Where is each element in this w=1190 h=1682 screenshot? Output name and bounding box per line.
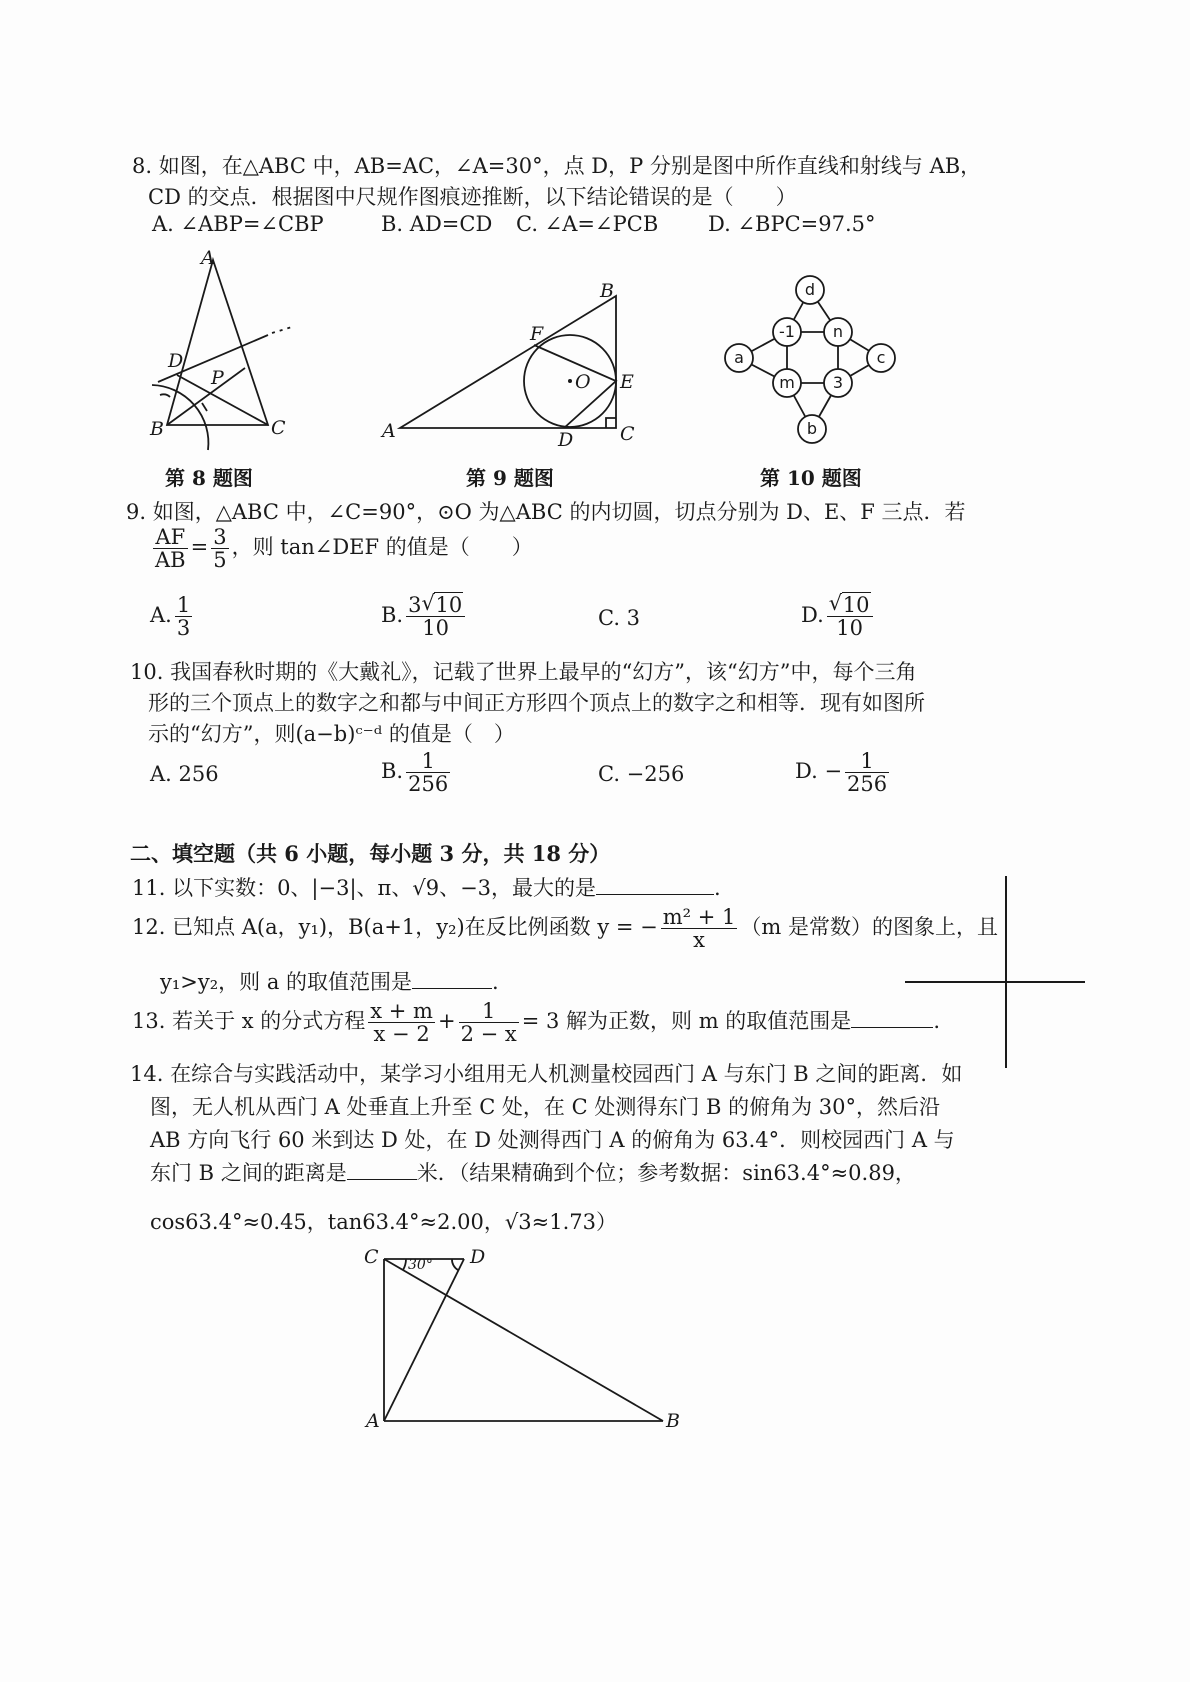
figure-10 (715, 270, 905, 450)
q9-option-d: D. √ $\frac{10}{10}$ (801, 594, 876, 639)
fig14-label-c: C (364, 1246, 379, 1268)
margin-vertical-line (1005, 876, 1007, 1068)
q8-option-b: B. AD=CD (381, 212, 493, 236)
fig10-text-minus-one: -1 (779, 322, 795, 341)
q13-answer-blank[interactable] (851, 1007, 933, 1028)
q9-ratio-af-ab: $\frac{AF}{AB}$ (155, 525, 186, 573)
q11: 11. 以下实数：0、|−3|、π、√9、−3，最大的是 . (132, 876, 721, 900)
fig8-label-b: B (150, 418, 164, 440)
q14-line5: cos63.4°≈0.45，tan63.4°≈2.00，√3≈1.73） (150, 1210, 617, 1234)
q12-line2: y₁>y₂，则 a 的取值范围是 . (160, 970, 499, 994)
figure-14 (360, 1245, 690, 1435)
fig8-label-c: C (271, 417, 286, 439)
fig9-label-d: D (558, 429, 574, 451)
q9-ratio-value: $\frac{3}{5}$ (213, 525, 227, 573)
q14-line3: AB 方向飞行 60 米到达 D 处，在 D 处测得西门 A 的俯角为 63.4°．则校园西门 A 与 (150, 1128, 955, 1152)
margin-horizontal-line (905, 981, 1085, 983)
figure-9 (380, 280, 640, 450)
fig9-caption: 第 9 题图 (466, 466, 554, 490)
q10-line2: 形的三个顶点上的数字之和都与中间正方形四个顶点上的数字之和相等．现有如图所 (148, 691, 925, 715)
q8-option-d: D. ∠BPC=97.5° (708, 212, 876, 236)
fig10-text-d: d (804, 280, 816, 299)
q14-line4: 东门 B 之间的距离是 米．（结果精确到个位；参考数据：sin63.4°≈0.89， (150, 1161, 916, 1185)
fig8-label-a: A (201, 247, 215, 269)
fig10-text-b: b (806, 419, 818, 438)
q9-option-c: C. 3 (598, 606, 641, 630)
fig14-label-30: 30° (408, 1257, 433, 1273)
q8-line1: 8. 如图，在△ABC 中，AB=AC，∠A=30°，点 D，P 分别是图中所作直线和射线与 AB， (132, 154, 982, 178)
q9-line1: 9. 如图，△ABC 中，∠C=90°，⊙O 为△ABC 的内切圆，切点分别为 D、E、F 三点．若 (126, 500, 966, 524)
q14-answer-blank[interactable] (347, 1159, 417, 1180)
fig14-label-b: B (666, 1410, 680, 1432)
fig10-text-3: 3 (832, 373, 844, 392)
fig14-label-d: D (470, 1246, 486, 1268)
figure-8 (140, 245, 310, 455)
q10-line1: 10. 我国春秋时期的《大戴礼》，记载了世界上最早的“幻方”，该“幻方”中，每个三角 (130, 660, 917, 684)
fig10-text-n: n (832, 322, 844, 341)
fig8-caption: 第 8 题图 (165, 466, 253, 490)
q9-option-b: B. $\frac{3√ 10}{10}$ (381, 594, 468, 639)
q13: 13. 若关于 x 的分式方程 $\frac{x + m}{x - 2}$ + $\frac{1}{2 - x}$ = 3 解为正数，则 m 的取值范围是 . (132, 999, 940, 1047)
fig9-label-c: C (620, 423, 635, 445)
fig9-label-o: O (575, 371, 591, 393)
fig10-text-c: c (876, 348, 886, 367)
section-2-title: 二、填空题（共 6 小题，每小题 3 分，共 18 分） (130, 841, 611, 866)
q8-line2: CD 的交点．根据图中尺规作图痕迹推断，以下结论错误的是（ ） (148, 185, 797, 209)
q10-option-b: B. $\frac{1}{256}$ (381, 749, 449, 797)
q10-line3: 示的“幻方”，则(a−b)ᶜ⁻ᵈ 的值是（ ） (148, 722, 515, 746)
fig9-label-f: F (530, 323, 544, 345)
fig10-text-a: a (734, 348, 744, 367)
fig9-label-e: E (620, 371, 634, 393)
q14-line2: 图，无人机从西门 A 处垂直上升至 C 处，在 C 处测得东门 B 的俯角为 30°，然后沿 (150, 1095, 941, 1119)
q9-option-a: A. $\frac{1}{3}$ (150, 593, 191, 641)
fig9-label-a: A (382, 420, 396, 442)
q12-line1: 12. 已知点 A(a，y₁)，B(a+1，y₂)在反比例函数 y = − $\frac{\text{m² + 1}}{x}$ （m 是常数）的图象上，且 (132, 905, 998, 953)
fig10-caption: 第 10 题图 (760, 466, 862, 490)
q10-option-d: D. − $\frac{1}{256}$ (795, 749, 888, 797)
q10-option-c: C. −256 (598, 762, 685, 786)
q8-option-a: A. ∠ABP=∠CBP (152, 212, 324, 236)
fig8-label-p: P (211, 367, 224, 389)
q11-answer-blank[interactable] (596, 874, 714, 895)
q10-option-a: A. 256 (150, 762, 219, 786)
q12-answer-blank[interactable] (412, 968, 492, 989)
fig10-text-m: m (779, 373, 795, 392)
fig14-label-a: A (366, 1410, 380, 1432)
q14-line1: 14. 在综合与实践活动中，某学习小组用无人机测量校园西门 A 与东门 B 之间的距离．如 (130, 1062, 963, 1086)
q9-line2: $\frac{AF}{AB}$ = $\frac{3}{5}$ ，则 tan∠DEF 的值是（ ） (155, 525, 533, 573)
fig9-label-b: B (600, 280, 614, 302)
q8-option-c: C. ∠A=∠PCB (516, 212, 659, 236)
fig8-label-d: D (168, 350, 184, 372)
